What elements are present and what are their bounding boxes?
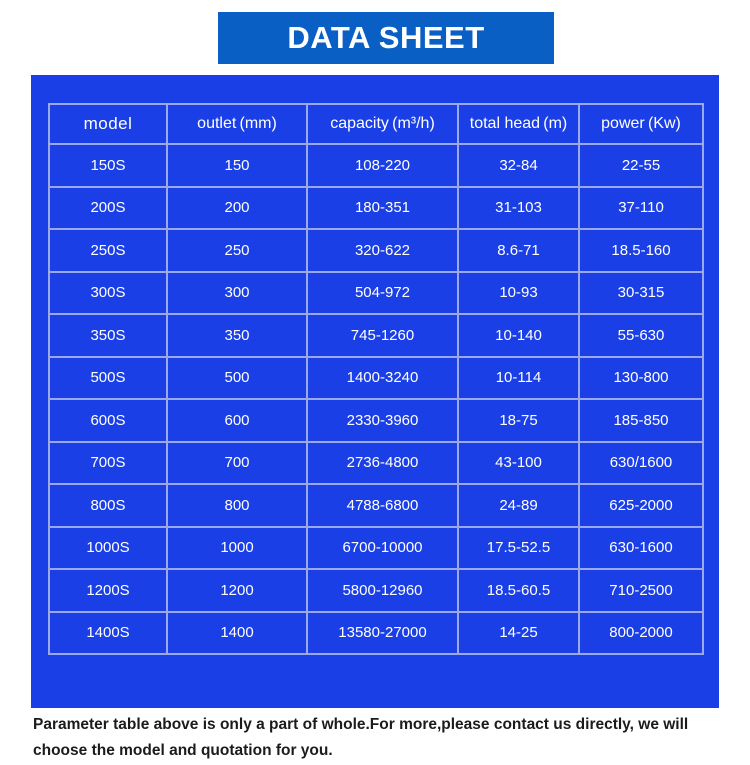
cell-outlet: 800 [167, 484, 307, 527]
cell-capacity: 1400-3240 [307, 357, 458, 400]
spec-table [48, 103, 704, 655]
cell-model: 600S [49, 399, 167, 442]
cell-head: 10-140 [458, 314, 579, 357]
cell-model: 700S [49, 442, 167, 485]
table-row [49, 527, 703, 570]
table-row [49, 399, 703, 442]
cell-capacity: 180-351 [307, 187, 458, 230]
cell-outlet: 1400 [167, 612, 307, 655]
cell-model: 300S [49, 272, 167, 315]
table-row [49, 484, 703, 527]
table-row [49, 187, 703, 230]
cell-outlet: 350 [167, 314, 307, 357]
header-power: power (Kw) [579, 104, 703, 144]
cell-capacity: 2736-4800 [307, 442, 458, 485]
cell-capacity: 4788-6800 [307, 484, 458, 527]
cell-capacity: 320-622 [307, 229, 458, 272]
page-title: DATA SHEET [218, 12, 554, 64]
table-row [49, 612, 703, 655]
cell-power: 710-2500 [579, 569, 703, 612]
table-header-row [49, 104, 703, 144]
cell-capacity: 2330-3960 [307, 399, 458, 442]
cell-power: 185-850 [579, 399, 703, 442]
table-row [49, 314, 703, 357]
cell-outlet: 1000 [167, 527, 307, 570]
cell-head: 8.6-71 [458, 229, 579, 272]
cell-head: 17.5-52.5 [458, 527, 579, 570]
data-sheet-panel [31, 75, 719, 708]
footer-note: Parameter table above is only a part of whole.For more,please contact us directly, we will choose the model and quotation for you. [33, 716, 689, 759]
table-row [49, 442, 703, 485]
cell-outlet: 200 [167, 187, 307, 230]
table-row [49, 569, 703, 612]
cell-power: 625-2000 [579, 484, 703, 527]
cell-outlet: 300 [167, 272, 307, 315]
cell-power: 30-315 [579, 272, 703, 315]
cell-capacity: 108-220 [307, 144, 458, 187]
header-total-head: total head (m) [458, 104, 579, 144]
cell-head: 43-100 [458, 442, 579, 485]
cell-head: 32-84 [458, 144, 579, 187]
header-outlet: outlet (mm) [167, 104, 307, 144]
cell-head: 10-93 [458, 272, 579, 315]
cell-outlet: 150 [167, 144, 307, 187]
header-capacity: capacity (m³/h) [307, 104, 458, 144]
cell-power: 22-55 [579, 144, 703, 187]
cell-model: 1400S [49, 612, 167, 655]
cell-power: 630/1600 [579, 442, 703, 485]
cell-head: 10-114 [458, 357, 579, 400]
cell-outlet: 500 [167, 357, 307, 400]
cell-model: 500S [49, 357, 167, 400]
cell-power: 55-630 [579, 314, 703, 357]
cell-head: 24-89 [458, 484, 579, 527]
cell-capacity: 745-1260 [307, 314, 458, 357]
cell-capacity: 504-972 [307, 272, 458, 315]
cell-outlet: 700 [167, 442, 307, 485]
cell-power: 37-110 [579, 187, 703, 230]
cell-head: 14-25 [458, 612, 579, 655]
cell-capacity: 13580-27000 [307, 612, 458, 655]
cell-power: 630-1600 [579, 527, 703, 570]
cell-model: 350S [49, 314, 167, 357]
cell-model: 250S [49, 229, 167, 272]
cell-capacity: 6700-10000 [307, 527, 458, 570]
cell-capacity: 5800-12960 [307, 569, 458, 612]
cell-head: 18.5-60.5 [458, 569, 579, 612]
cell-outlet: 250 [167, 229, 307, 272]
cell-head: 18-75 [458, 399, 579, 442]
table-row [49, 229, 703, 272]
cell-model: 150S [49, 144, 167, 187]
cell-model: 800S [49, 484, 167, 527]
table-row [49, 144, 703, 187]
cell-model: 1200S [49, 569, 167, 612]
header-model: model [49, 104, 167, 144]
cell-power: 130-800 [579, 357, 703, 400]
table-row [49, 272, 703, 315]
cell-model: 200S [49, 187, 167, 230]
cell-head: 31-103 [458, 187, 579, 230]
cell-power: 18.5-160 [579, 229, 703, 272]
cell-outlet: 600 [167, 399, 307, 442]
cell-outlet: 1200 [167, 569, 307, 612]
cell-power: 800-2000 [579, 612, 703, 655]
table-row [49, 357, 703, 400]
cell-model: 1000S [49, 527, 167, 570]
